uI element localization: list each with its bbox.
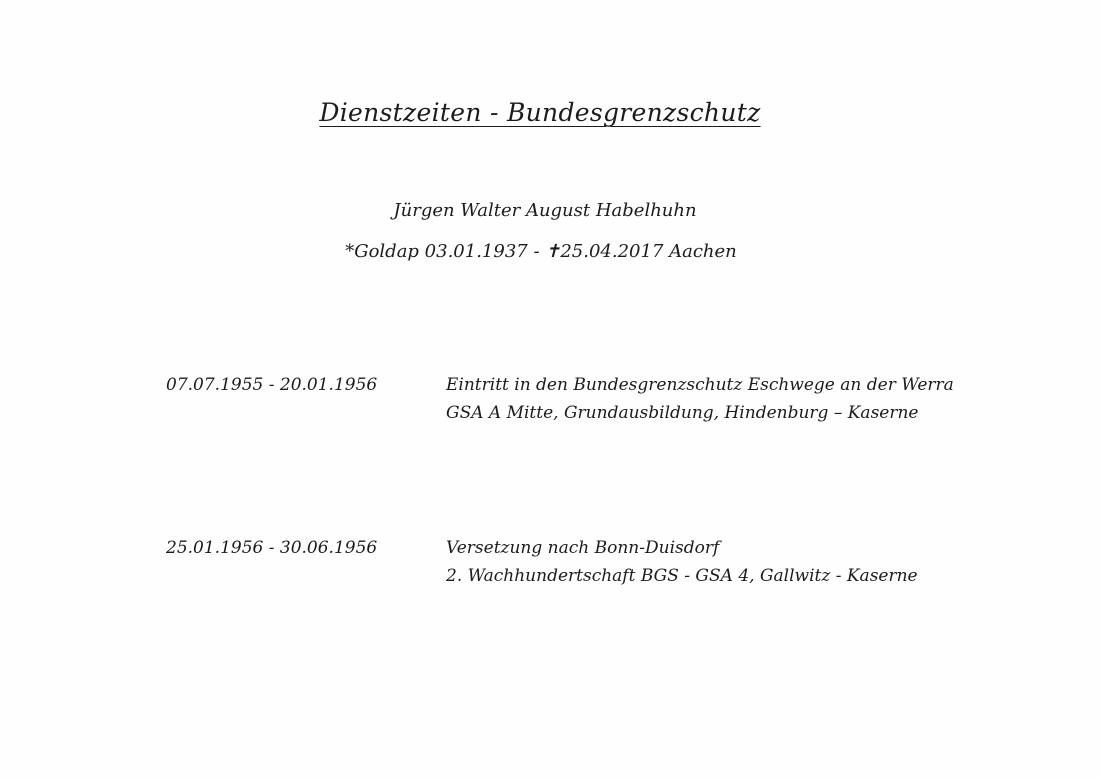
service-period: 07.07.1955 - 20.01.1956 <box>166 375 378 395</box>
life-dates: *Goldap 03.01.1937 - ✝25.04.2017 Aachen <box>345 241 737 262</box>
service-description-line: GSA A Mitte, Grundausbildung, Hindenburg – Kaserne <box>446 403 919 423</box>
document-title: Dienstzeiten - Bundesgrenzschutz <box>319 98 761 127</box>
service-entry <box>0 375 1100 445</box>
service-description-line: 2. Wachhundertschaft BGS - GSA 4, Gallwitz - Kaserne <box>446 566 918 586</box>
service-description-line: Eintritt in den Bundesgrenzschutz Eschwege an der Werra <box>446 375 954 395</box>
service-entry <box>0 538 1100 608</box>
person-name: Jürgen Walter August Habelhuhn <box>393 200 697 221</box>
service-description-line: Versetzung nach Bonn-Duisdorf <box>446 538 720 558</box>
service-period: 25.01.1956 - 30.06.1956 <box>166 538 378 558</box>
